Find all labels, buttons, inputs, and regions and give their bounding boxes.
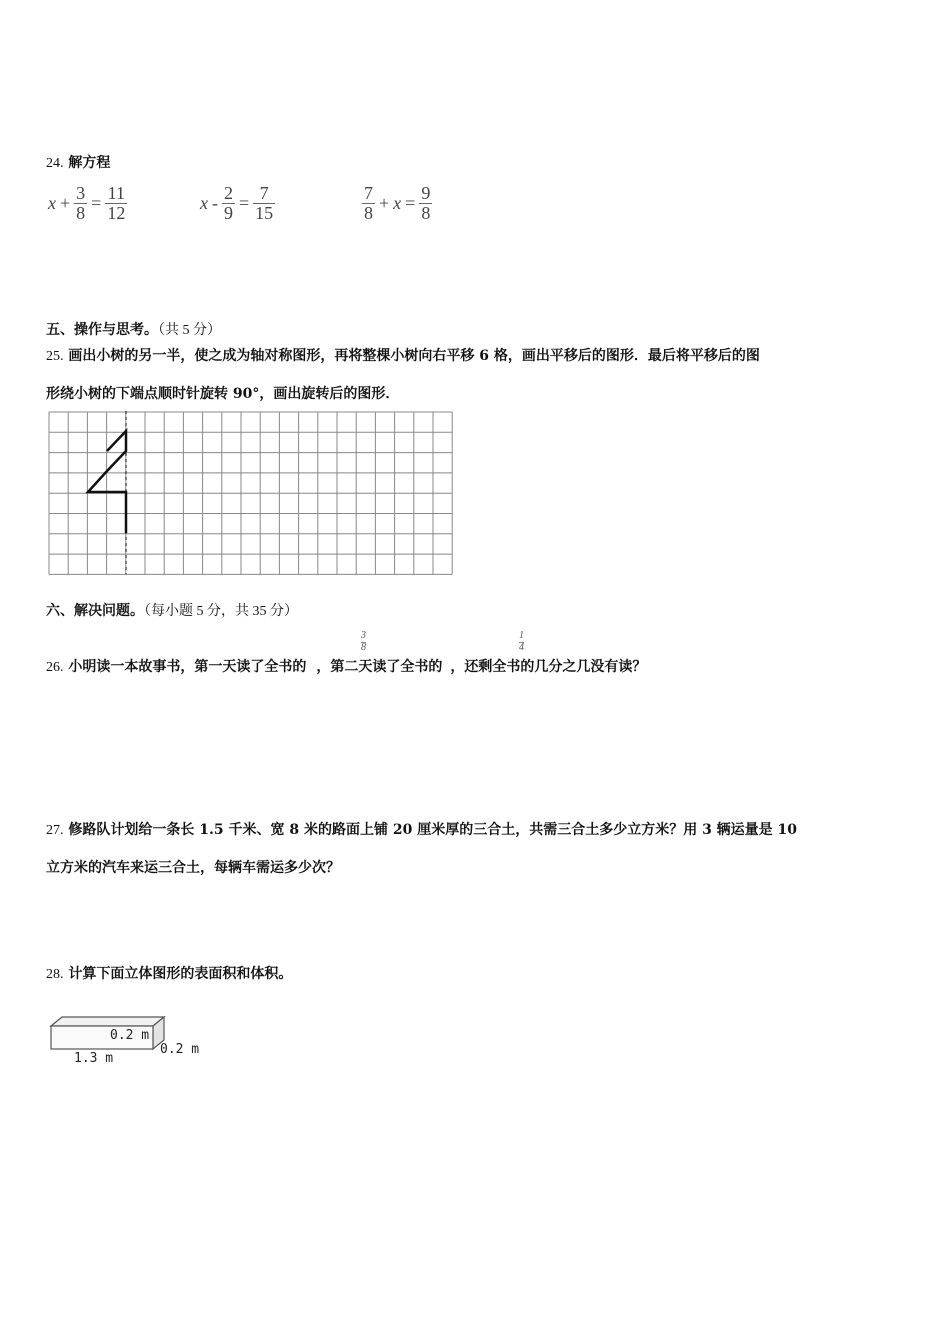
cuboid-label-top: 0.2 m — [110, 1028, 150, 1043]
q25-line-2 — [46, 383, 399, 403]
cuboid-label-side: 0.2 m — [160, 1042, 200, 1057]
q27-text-2: 立方米的汽车来运三合土，每辆车需运多少次？ — [46, 860, 340, 876]
section-6-title: 六、解决问题。 — [46, 603, 144, 619]
cuboid-label-bottom: 1.3 m — [74, 1051, 114, 1066]
q25-number: 25. — [46, 349, 64, 364]
equation-3 — [362, 184, 432, 223]
q25-line-1 — [46, 345, 760, 365]
eq2-fraction-1: $\frac{2}{9}$ — [224, 183, 233, 223]
q27-line-1 — [46, 819, 797, 839]
q26-fraction-1: $\frac{3}{8}$ — [361, 630, 366, 653]
q26-text-1: 小明读一本故事书，第一天读了全书的 — [68, 659, 307, 675]
eq2-equals: = — [239, 192, 250, 213]
eq1-variable: x — [48, 192, 56, 213]
equation-1 — [48, 184, 127, 223]
q25-text-2: 形绕小树的下端点顺时针旋转 90°，画出旋转后的图形． — [46, 386, 400, 402]
eq3-fraction-1: $\frac{7}{8}$ — [364, 183, 373, 223]
section-5-title: 五、操作与思考。 — [46, 322, 158, 338]
eq3-variable: x — [393, 192, 402, 213]
eq3-fraction-2: $\frac{9}{8}$ — [421, 183, 431, 223]
q26-text-2: ，第二天读了全书的 — [316, 659, 443, 675]
q26-number: 26. — [46, 660, 64, 675]
q28-number: 28. — [46, 967, 64, 982]
eq3-equals: = — [405, 192, 416, 213]
section-5-score: （共 5 分） — [158, 323, 221, 338]
q25-grid-figure — [48, 411, 454, 576]
section-6-heading — [46, 600, 298, 620]
q26-text-3: ，还剩全书的几分之几没有读？ — [450, 659, 647, 675]
eq1-operator: + — [60, 192, 71, 213]
section-6-score: （每小题 5 分，共 35 分） — [144, 604, 298, 619]
q24-heading — [46, 152, 110, 172]
q24-title: 解方程 — [68, 155, 111, 171]
eq1-equals: = — [91, 192, 102, 213]
q27-number: 27. — [46, 823, 64, 838]
eq1-fraction-2: $\frac{11}{12}$ — [107, 183, 126, 223]
eq3-operator: + — [379, 192, 390, 213]
q28-text: 计算下面立体图形的表面积和体积。 — [68, 966, 293, 982]
eq1-fraction-1: $\frac{3}{8}$ — [76, 183, 86, 223]
equation-2 — [200, 184, 275, 223]
q28-line — [46, 963, 292, 983]
cuboid-top-face — [51, 1017, 164, 1026]
eq2-variable: x — [200, 192, 208, 213]
eq2-fraction-2: $\frac{7}{15}$ — [255, 183, 274, 223]
q26-line — [46, 656, 646, 676]
eq2-operator: - — [212, 192, 218, 213]
q24-number: 24. — [46, 156, 64, 171]
section-5-heading — [46, 319, 221, 339]
q27-text-1: 修路队计划给一条长 1.5 千米、宽 8 米的路面上铺 20 厘米厚的三合土，共需三合土多少立方米？用 3 辆运量是 10 — [68, 822, 798, 838]
q25-text-1: 画出小树的另一半，使之成为轴对称图形，再将整棵小树向右平移 6 格，画出平移后的图形．最后将平移后的图 — [68, 348, 760, 364]
cuboid-figure — [48, 1014, 168, 1054]
q27-line-2 — [46, 857, 340, 877]
q26-fraction-2: $\frac{1}{4}$ — [519, 630, 524, 653]
